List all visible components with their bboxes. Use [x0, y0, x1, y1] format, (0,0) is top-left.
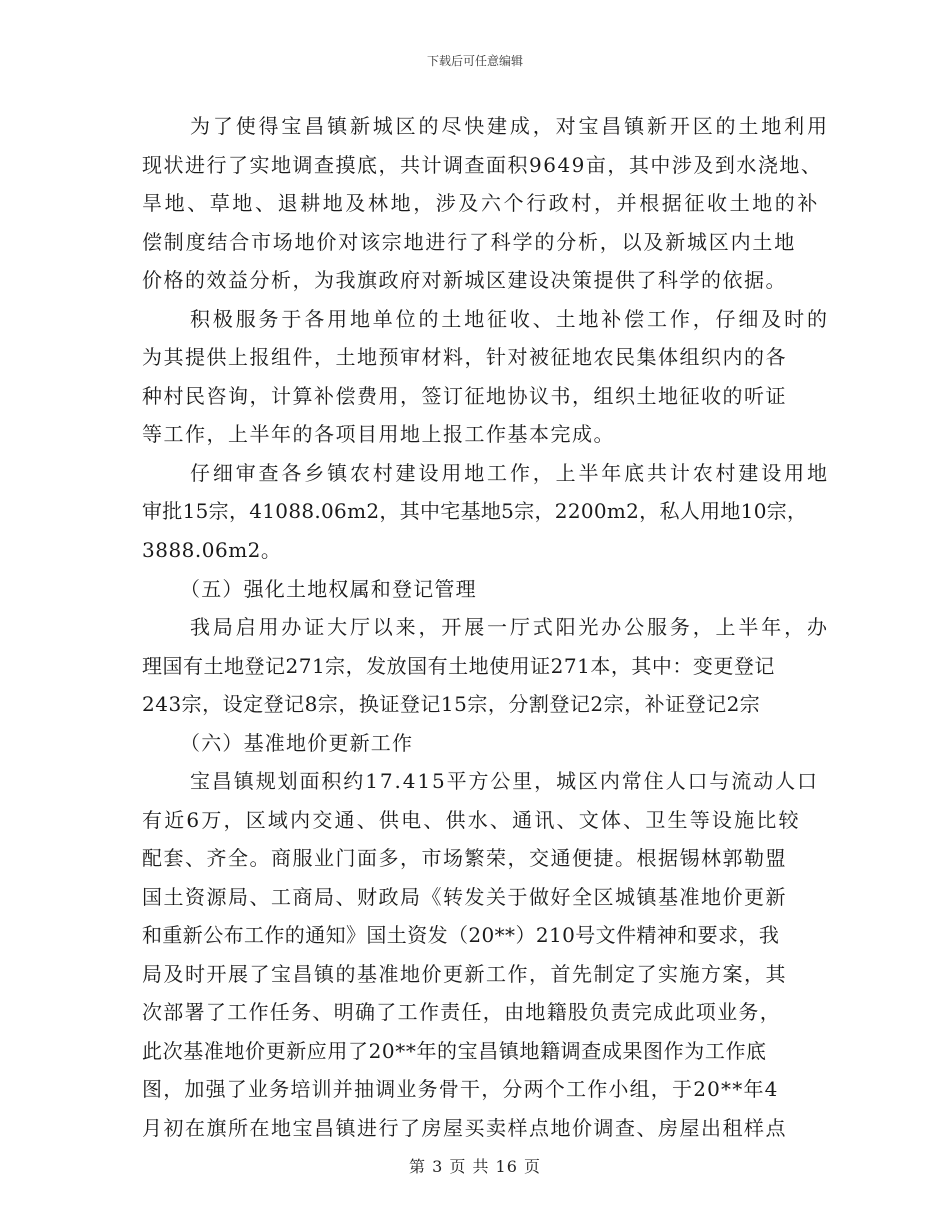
body-line: 现状进行了实地调查摸底，共计调查面积9649亩，其中涉及到水浇地、	[142, 153, 823, 177]
body-line: 局及时开展了宝昌镇的基准地价更新工作，首先制定了实施方案，其	[142, 962, 787, 986]
body-line: 图，加强了业务培训并抽调业务骨干，分两个工作小组，于20**年4	[142, 1077, 779, 1101]
body-line: 理国有土地登记271宗，发放国有土地使用证271本，其中：变更登记	[142, 654, 775, 678]
body-line: 积极服务于各用地单位的土地征收、土地补偿工作，仔细及时的	[190, 307, 830, 331]
body-line: 次部署了工作任务、明确了工作责任，由地籍股负责完成此项业务，	[142, 1000, 781, 1024]
body-line: 为了使得宝昌镇新城区的尽快建成，对宝昌镇新开区的土地利用	[190, 114, 830, 138]
section-heading: （五）强化土地权属和登记管理	[180, 577, 477, 601]
body-line: 为其提供上报组件，土地预审材料，针对被征地农民集体组织内的各	[142, 345, 787, 369]
page-footer: 第 3 页 共 16 页	[409, 1157, 541, 1176]
body-line: 月初在旗所在地宝昌镇进行了房屋买卖样点地价调查、房屋出租样点	[142, 1116, 787, 1140]
body-line: 旱地、草地、退耕地及林地，涉及六个行政村，并根据征收土地的补	[142, 191, 820, 215]
body-line: 审批15宗，41088.06m2，其中宅基地5宗，2200m2，私人用地10宗，	[142, 499, 808, 523]
body-line: 和重新公布工作的通知》国土资发（20**）210号文件精神和要求，我	[142, 923, 780, 947]
body-line: 宝昌镇规划面积约17.415平方公里，城区内常住人口与流动人口	[190, 769, 819, 793]
body-line: 价格的效益分析，为我旗政府对新城区建设决策提供了科学的依据。	[142, 268, 787, 292]
body-line: 国土资源局、工商局、财政局《转发关于做好全区城镇基准地价更新	[142, 885, 787, 909]
body-line: 配套、齐全。商服业门面多，市场繁荣，交通便捷。根据锡林郭勒盟	[142, 846, 787, 870]
body-line: 偿制度结合市场地价对该宗地进行了科学的分析，以及新城区内土地	[142, 230, 796, 254]
body-line: 仔细审查各乡镇农村建设用地工作，上半年底共计农村建设用地	[190, 461, 830, 485]
body-line: 此次基准地价更新应用了20**年的宝昌镇地籍调查成果图作为工作底	[142, 1039, 767, 1063]
body-line: 种村民咨询，计算补偿费用，签订征地协议书，组织土地征收的听证	[142, 384, 787, 408]
body-line: 我局启用办证大厅以来，开展一厅式阳光办公服务，上半年，办	[190, 615, 830, 639]
body-line: 有近6万，区域内交通、供电、供水、通讯、文体、卫生等设施比较	[142, 808, 801, 832]
body-line: 3888.06m2。	[142, 538, 282, 562]
section-heading: （六）基准地价更新工作	[180, 731, 414, 755]
body-line: 等工作，上半年的各项目用地上报工作基本完成。	[142, 422, 615, 446]
body-line: 243宗，设定登记8宗，换证登记15宗，分割登记2宗，补证登记2宗	[142, 692, 761, 716]
page-header: 下载后可任意编辑	[426, 54, 523, 68]
